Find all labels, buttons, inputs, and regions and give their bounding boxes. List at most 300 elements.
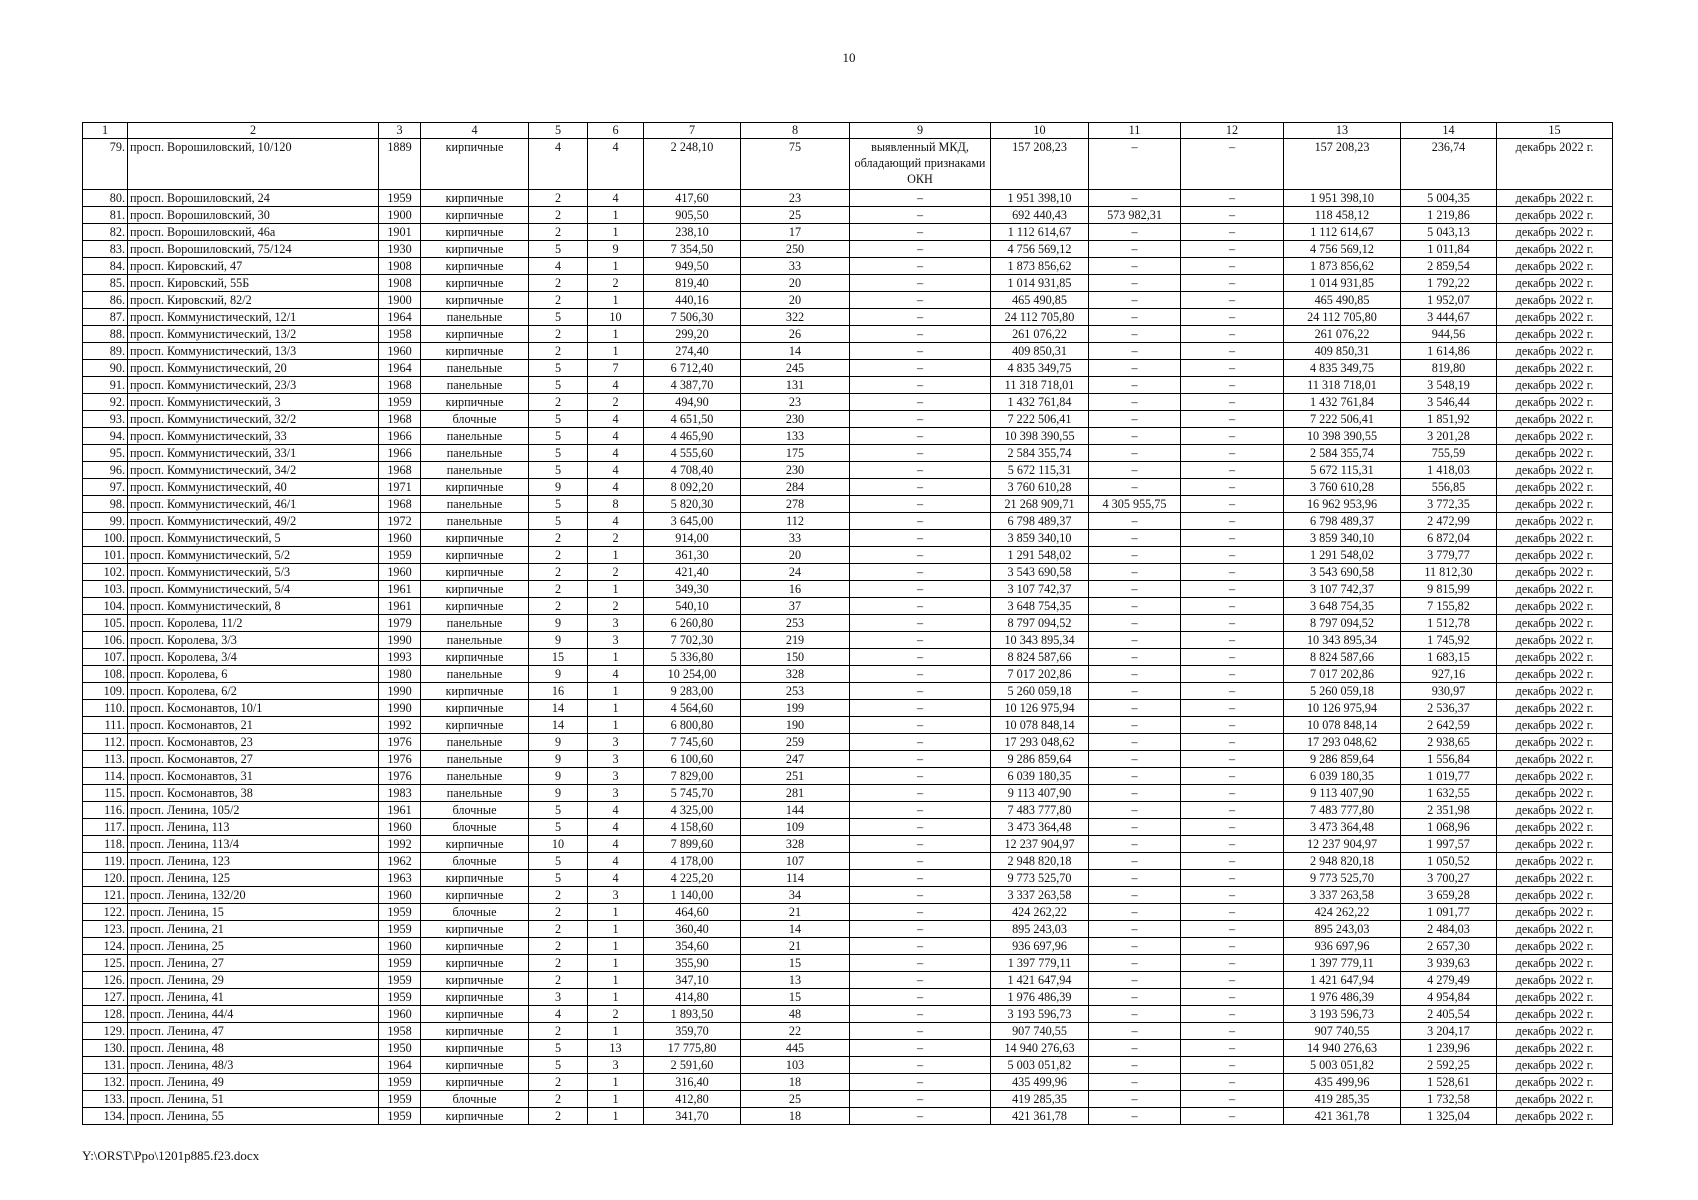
table-cell: 907 740,55: [991, 1023, 1089, 1040]
table-cell: 7 702,30: [644, 632, 741, 649]
table-cell: декабрь 2022 г.: [1497, 564, 1613, 581]
table-cell: декабрь 2022 г.: [1497, 904, 1613, 921]
table-cell: декабрь 2022 г.: [1497, 1057, 1613, 1074]
table-cell: 1: [588, 683, 644, 700]
table-row: [83, 530, 1613, 547]
table-cell: 281: [741, 785, 850, 802]
table-cell: –: [1089, 717, 1181, 734]
table-cell: декабрь 2022 г.: [1497, 921, 1613, 938]
table-cell: блочные: [421, 904, 529, 921]
table-cell: просп. Коммунистический, 46/1: [128, 496, 379, 513]
table-cell: 1964: [379, 1057, 421, 1074]
table-cell: –: [1089, 921, 1181, 938]
table-cell: 1 512,78: [1401, 615, 1497, 632]
table-cell: 944,56: [1401, 326, 1497, 343]
table-cell: 7 483 777,80: [1284, 802, 1401, 819]
table-cell: 1960: [379, 887, 421, 904]
column-number: 6: [588, 123, 644, 139]
table-cell: –: [1181, 955, 1284, 972]
table-cell: 105.: [83, 615, 128, 632]
table-cell: 253: [741, 683, 850, 700]
table-row: [83, 207, 1613, 224]
table-cell: 12 237 904,97: [991, 836, 1089, 853]
table-cell: декабрь 2022 г.: [1497, 462, 1613, 479]
table-cell: –: [1089, 292, 1181, 309]
table-cell: просп. Коммунистический, 13/2: [128, 326, 379, 343]
table-cell: 124.: [83, 938, 128, 955]
table-cell: 6 800,80: [644, 717, 741, 734]
table-cell: 819,40: [644, 275, 741, 292]
table-cell: просп. Космонавтов, 10/1: [128, 700, 379, 717]
table-cell: 4 708,40: [644, 462, 741, 479]
table-cell: –: [1089, 1108, 1181, 1125]
table-cell: 328: [741, 666, 850, 683]
table-cell: 9 113 407,90: [1284, 785, 1401, 802]
table-cell: 2: [588, 598, 644, 615]
table-cell: 1 952,07: [1401, 292, 1497, 309]
table-cell: 48: [741, 1006, 850, 1023]
table-cell: просп. Королева, 6: [128, 666, 379, 683]
table-cell: –: [850, 887, 991, 904]
table-cell: 1983: [379, 785, 421, 802]
table-cell: 5: [529, 870, 588, 887]
table-cell: 322: [741, 309, 850, 326]
table-cell: 3 193 596,73: [1284, 1006, 1401, 1023]
table-cell: –: [1089, 955, 1181, 972]
table-cell: просп. Ворошиловский, 10/120: [128, 139, 379, 190]
table-cell: 108.: [83, 666, 128, 683]
table-cell: кирпичные: [421, 564, 529, 581]
table-cell: –: [850, 615, 991, 632]
table-cell: –: [1089, 700, 1181, 717]
table-cell: 1: [588, 955, 644, 972]
column-number: 13: [1284, 123, 1401, 139]
table-cell: 6 798 489,37: [991, 513, 1089, 530]
table-cell: 99.: [83, 513, 128, 530]
table-cell: 1889: [379, 139, 421, 190]
table-cell: 1901: [379, 224, 421, 241]
table-cell: 9: [529, 768, 588, 785]
table-cell: –: [850, 258, 991, 275]
table-cell: просп. Кировский, 47: [128, 258, 379, 275]
table-cell: 245: [741, 360, 850, 377]
column-number: 4: [421, 123, 529, 139]
table-cell: 116.: [83, 802, 128, 819]
table-cell: декабрь 2022 г.: [1497, 1006, 1613, 1023]
table-cell: –: [850, 207, 991, 224]
table-cell: –: [1181, 445, 1284, 462]
table-cell: кирпичные: [421, 343, 529, 360]
table-cell: 34: [741, 887, 850, 904]
table-cell: 133: [741, 428, 850, 445]
table-cell: 2: [588, 1006, 644, 1023]
table-cell: декабрь 2022 г.: [1497, 1091, 1613, 1108]
table-cell: просп. Ленина, 48: [128, 1040, 379, 1057]
table-cell: 21: [741, 938, 850, 955]
table-cell: –: [1181, 479, 1284, 496]
table-cell: –: [850, 955, 991, 972]
table-cell: 930,97: [1401, 683, 1497, 700]
table-cell: 2: [529, 1023, 588, 1040]
table-cell: 5: [529, 853, 588, 870]
table-cell: 7 222 506,41: [1284, 411, 1401, 428]
table-cell: 9: [529, 479, 588, 496]
table-cell: 556,85: [1401, 479, 1497, 496]
table-cell: 79.: [83, 139, 128, 190]
table-cell: 9: [529, 615, 588, 632]
table-cell: 1964: [379, 360, 421, 377]
table-cell: 4 835 349,75: [1284, 360, 1401, 377]
table-cell: –: [1089, 751, 1181, 768]
table-cell: 1 011,84: [1401, 241, 1497, 258]
table-row: [83, 547, 1613, 564]
table-cell: –: [850, 904, 991, 921]
table-cell: кирпичные: [421, 1006, 529, 1023]
table-cell: 1 291 548,02: [1284, 547, 1401, 564]
table-cell: 5: [529, 513, 588, 530]
table-cell: 1992: [379, 717, 421, 734]
table-cell: 118.: [83, 836, 128, 853]
table-cell: просп. Ворошиловский, 75/124: [128, 241, 379, 258]
table-cell: 341,70: [644, 1108, 741, 1125]
table-cell: 1 997,57: [1401, 836, 1497, 853]
table-cell: –: [850, 802, 991, 819]
table-cell: 113.: [83, 751, 128, 768]
table-cell: просп. Коммунистический, 33: [128, 428, 379, 445]
table-cell: –: [850, 870, 991, 887]
table-cell: 128.: [83, 1006, 128, 1023]
table-cell: 3 543 690,58: [991, 564, 1089, 581]
table-cell: 9 773 525,70: [991, 870, 1089, 887]
table-cell: просп. Космонавтов, 27: [128, 751, 379, 768]
table-cell: 4: [588, 190, 644, 207]
table-cell: 125.: [83, 955, 128, 972]
table-cell: декабрь 2022 г.: [1497, 955, 1613, 972]
table-cell: 17 293 048,62: [991, 734, 1089, 751]
table-cell: 1 112 614,67: [991, 224, 1089, 241]
table-cell: 1 873 856,62: [1284, 258, 1401, 275]
table-cell: 97.: [83, 479, 128, 496]
table-cell: 84.: [83, 258, 128, 275]
table-cell: 2 472,99: [1401, 513, 1497, 530]
table-cell: –: [1089, 649, 1181, 666]
column-number: 5: [529, 123, 588, 139]
table-cell: 90.: [83, 360, 128, 377]
table-row: [83, 292, 1613, 309]
table-cell: 6 100,60: [644, 751, 741, 768]
table-row: [83, 564, 1613, 581]
table-cell: декабрь 2022 г.: [1497, 258, 1613, 275]
table-cell: 3: [588, 887, 644, 904]
table-cell: –: [1181, 411, 1284, 428]
table-cell: –: [850, 581, 991, 598]
table-cell: –: [1181, 326, 1284, 343]
table-cell: 1959: [379, 547, 421, 564]
table-cell: 5: [529, 309, 588, 326]
table-cell: декабрь 2022 г.: [1497, 938, 1613, 955]
table-row: [83, 1108, 1613, 1125]
table-cell: 1958: [379, 1023, 421, 1040]
table-cell: 1961: [379, 802, 421, 819]
table-cell: –: [1181, 853, 1284, 870]
table-cell: 9: [529, 785, 588, 802]
table-cell: 134.: [83, 1108, 128, 1125]
table-row: [83, 258, 1613, 275]
table-cell: кирпичные: [421, 870, 529, 887]
table-cell: 15: [529, 649, 588, 666]
table-cell: –: [1181, 887, 1284, 904]
table-cell: –: [1181, 802, 1284, 819]
table-cell: декабрь 2022 г.: [1497, 1023, 1613, 1040]
table-cell: 4: [588, 819, 644, 836]
table-cell: –: [1089, 1006, 1181, 1023]
table-cell: кирпичные: [421, 921, 529, 938]
table-cell: 2 591,60: [644, 1057, 741, 1074]
table-cell: 274,40: [644, 343, 741, 360]
table-cell: 11 318 718,01: [1284, 377, 1401, 394]
table-cell: –: [1089, 513, 1181, 530]
table-cell: 278: [741, 496, 850, 513]
table-cell: 24 112 705,80: [1284, 309, 1401, 326]
table-cell: –: [1181, 190, 1284, 207]
table-cell: 87.: [83, 309, 128, 326]
table-cell: декабрь 2022 г.: [1497, 751, 1613, 768]
table-cell: 1976: [379, 734, 421, 751]
table-cell: 360,40: [644, 921, 741, 938]
table-cell: –: [1181, 292, 1284, 309]
table-row: [83, 1023, 1613, 1040]
table-cell: 107: [741, 853, 850, 870]
table-cell: просп. Космонавтов, 21: [128, 717, 379, 734]
table-cell: 129.: [83, 1023, 128, 1040]
table-cell: 1: [588, 717, 644, 734]
table-cell: –: [1181, 649, 1284, 666]
table-cell: –: [1089, 632, 1181, 649]
table-cell: 2: [588, 564, 644, 581]
table-cell: просп. Ленина, 132/20: [128, 887, 379, 904]
table-cell: 10 343 895,34: [991, 632, 1089, 649]
table-cell: панельные: [421, 445, 529, 462]
table-cell: 1: [588, 938, 644, 955]
table-cell: декабрь 2022 г.: [1497, 377, 1613, 394]
table-cell: –: [850, 734, 991, 751]
table-cell: 1 014 931,85: [1284, 275, 1401, 292]
table-row: [83, 734, 1613, 751]
table-cell: 1: [588, 1108, 644, 1125]
table-row: [83, 241, 1613, 258]
table-cell: 1 019,77: [1401, 768, 1497, 785]
table-cell: 14: [529, 700, 588, 717]
table-cell: просп. Коммунистический, 33/1: [128, 445, 379, 462]
table-cell: 112: [741, 513, 850, 530]
table-cell: 3 546,44: [1401, 394, 1497, 411]
table-cell: 104.: [83, 598, 128, 615]
table-cell: панельные: [421, 360, 529, 377]
table-cell: –: [850, 564, 991, 581]
table-cell: 412,80: [644, 1091, 741, 1108]
table-cell: –: [850, 479, 991, 496]
table-cell: 106.: [83, 632, 128, 649]
table-row: [83, 955, 1613, 972]
table-cell: декабрь 2022 г.: [1497, 496, 1613, 513]
table-cell: –: [850, 700, 991, 717]
table-cell: просп. Ленина, 21: [128, 921, 379, 938]
table-cell: –: [1089, 836, 1181, 853]
table-cell: 26: [741, 326, 850, 343]
table-cell: 4: [529, 139, 588, 190]
table-cell: 10 398 390,55: [991, 428, 1089, 445]
table-cell: 112.: [83, 734, 128, 751]
table-cell: 236,74: [1401, 139, 1497, 190]
table-cell: 1968: [379, 496, 421, 513]
table-cell: кирпичные: [421, 326, 529, 343]
table-cell: просп. Ленина, 123: [128, 853, 379, 870]
table-cell: 1959: [379, 921, 421, 938]
table-cell: –: [1089, 326, 1181, 343]
table-cell: декабрь 2022 г.: [1497, 207, 1613, 224]
table-cell: панельные: [421, 496, 529, 513]
table-cell: 2: [529, 292, 588, 309]
table-cell: 238,10: [644, 224, 741, 241]
table-cell: 5: [529, 496, 588, 513]
table-cell: –: [1181, 1006, 1284, 1023]
table-cell: –: [1089, 802, 1181, 819]
column-number: 1: [83, 123, 128, 139]
table-cell: 2 248,10: [644, 139, 741, 190]
table-cell: 100.: [83, 530, 128, 547]
table-row: [83, 683, 1613, 700]
table-cell: 110.: [83, 700, 128, 717]
table-cell: 1: [588, 258, 644, 275]
table-cell: 3 337 263,58: [1284, 887, 1401, 904]
table-row: [83, 819, 1613, 836]
table-cell: 1 397 779,11: [991, 955, 1089, 972]
table-cell: –: [1181, 751, 1284, 768]
table-cell: кирпичные: [421, 1040, 529, 1057]
table-cell: 1 873 856,62: [991, 258, 1089, 275]
table-cell: –: [1181, 241, 1284, 258]
table-cell: 123.: [83, 921, 128, 938]
table-cell: –: [1181, 258, 1284, 275]
table-cell: 92.: [83, 394, 128, 411]
table-cell: 4: [529, 258, 588, 275]
table-cell: 2 948 820,18: [1284, 853, 1401, 870]
table-cell: –: [1181, 513, 1284, 530]
table-cell: –: [1089, 615, 1181, 632]
table-cell: –: [1181, 207, 1284, 224]
table-cell: 114.: [83, 768, 128, 785]
table-row: [83, 853, 1613, 870]
table-cell: 6 712,40: [644, 360, 741, 377]
table-cell: 253: [741, 615, 850, 632]
table-cell: 219: [741, 632, 850, 649]
table-cell: 120.: [83, 870, 128, 887]
table-cell: просп. Коммунистический, 12/1: [128, 309, 379, 326]
table-cell: –: [1181, 394, 1284, 411]
table-cell: кирпичные: [421, 530, 529, 547]
table-cell: 6 039 180,35: [991, 768, 1089, 785]
table-cell: 6 798 489,37: [1284, 513, 1401, 530]
table-cell: 1: [588, 1091, 644, 1108]
table-cell: кирпичные: [421, 717, 529, 734]
table-cell: 4: [588, 802, 644, 819]
table-cell: 82.: [83, 224, 128, 241]
table-cell: 14: [741, 343, 850, 360]
table-cell: 157 208,23: [1284, 139, 1401, 190]
table-cell: 1 397 779,11: [1284, 955, 1401, 972]
table-cell: 1 893,50: [644, 1006, 741, 1023]
table-cell: 122.: [83, 904, 128, 921]
table-cell: 18: [741, 1074, 850, 1091]
table-cell: 8: [588, 496, 644, 513]
table-cell: –: [850, 921, 991, 938]
table-cell: декабрь 2022 г.: [1497, 887, 1613, 904]
table-cell: 435 499,96: [1284, 1074, 1401, 1091]
table-cell: 421,40: [644, 564, 741, 581]
table-cell: декабрь 2022 г.: [1497, 615, 1613, 632]
table-cell: 1 732,58: [1401, 1091, 1497, 1108]
table-row: [83, 360, 1613, 377]
table-cell: 5 260 059,18: [1284, 683, 1401, 700]
table-cell: кирпичные: [421, 190, 529, 207]
table-cell: 88.: [83, 326, 128, 343]
table-cell: –: [1181, 904, 1284, 921]
table-cell: 895 243,03: [991, 921, 1089, 938]
table-row: [83, 190, 1613, 207]
table-cell: 2: [529, 190, 588, 207]
table-cell: 3 645,00: [644, 513, 741, 530]
table-cell: панельные: [421, 377, 529, 394]
table-cell: 1960: [379, 343, 421, 360]
table-cell: просп. Коммунистический, 3: [128, 394, 379, 411]
table-cell: панельные: [421, 309, 529, 326]
table-cell: 3 859 340,10: [991, 530, 1089, 547]
table-cell: 20: [741, 275, 850, 292]
table-cell: 261 076,22: [1284, 326, 1401, 343]
table-cell: 261 076,22: [991, 326, 1089, 343]
table-cell: 1 851,92: [1401, 411, 1497, 428]
table-cell: декабрь 2022 г.: [1497, 717, 1613, 734]
table-cell: 8 797 094,52: [1284, 615, 1401, 632]
table-cell: 12 237 904,97: [1284, 836, 1401, 853]
table-cell: 33: [741, 258, 850, 275]
table-body: [83, 123, 1613, 1125]
table-cell: –: [850, 530, 991, 547]
table-cell: просп. Ленина, 55: [128, 1108, 379, 1125]
table-cell: просп. Коммунистический, 32/2: [128, 411, 379, 428]
table-cell: кирпичные: [421, 700, 529, 717]
table-cell: 895 243,03: [1284, 921, 1401, 938]
table-cell: 465 490,85: [991, 292, 1089, 309]
table-cell: 2: [529, 394, 588, 411]
table-cell: декабрь 2022 г.: [1497, 224, 1613, 241]
table-cell: 3: [529, 989, 588, 1006]
table-cell: 3: [588, 751, 644, 768]
table-cell: 11 812,30: [1401, 564, 1497, 581]
table-cell: 1: [588, 700, 644, 717]
table-cell: 355,90: [644, 955, 741, 972]
table-cell: 4: [588, 139, 644, 190]
table-cell: декабрь 2022 г.: [1497, 394, 1613, 411]
table-cell: декабрь 2022 г.: [1497, 530, 1613, 547]
table-cell: 5 003 051,82: [1284, 1057, 1401, 1074]
table-cell: 103.: [83, 581, 128, 598]
table-cell: 3 107 742,37: [991, 581, 1089, 598]
table-cell: 4: [588, 836, 644, 853]
table-cell: 83.: [83, 241, 128, 258]
table-cell: –: [1089, 581, 1181, 598]
table-row: [83, 836, 1613, 853]
